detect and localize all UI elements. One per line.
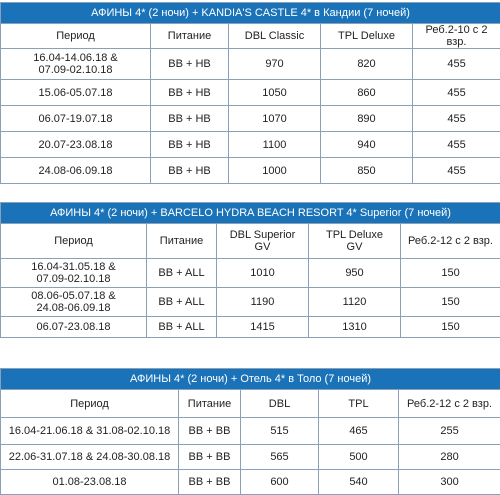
table-cell: 15.06-05.07.18 (1, 80, 151, 106)
table-cell: 890 (321, 106, 413, 132)
price-table (0, 2, 500, 184)
price-table (0, 202, 500, 338)
column-header: Реб.2-10 с 2 взр. (413, 24, 500, 49)
table-cell: 970 (229, 49, 321, 80)
table-cell: BB + ALL (147, 288, 217, 317)
table-cell: 255 (399, 418, 500, 445)
table-cell: 1000 (229, 158, 321, 184)
table-cell: 1100 (229, 132, 321, 158)
column-header: DBL (241, 390, 319, 418)
table-cell: 950 (309, 259, 401, 288)
table-cell: 20.07-23.08.18 (1, 132, 151, 158)
price-table-barcelo-hydra (0, 202, 500, 338)
table-title-row (1, 203, 500, 224)
table-cell: 455 (413, 132, 500, 158)
table-row (1, 317, 500, 338)
column-header: Питание (179, 390, 241, 418)
table-title: АФИНЫ 4* (2 ночи) + Отель 4* в Толо (7 ночей) (1, 369, 500, 390)
table-cell: 565 (241, 445, 319, 470)
table-cell: BB + HB (151, 132, 229, 158)
table-cell: 08.06-05.07.18 & 24.08-06.09.18 (1, 288, 147, 317)
price-table (0, 368, 500, 495)
column-header: Питание (147, 224, 217, 259)
table-cell: 860 (321, 80, 413, 106)
table-cell: 455 (413, 49, 500, 80)
table-row (1, 49, 500, 80)
table-cell: 1310 (309, 317, 401, 338)
column-header: Период (1, 390, 179, 418)
table-cell: 1120 (309, 288, 401, 317)
table-cell: 300 (399, 470, 500, 495)
table-cell: 01.08-23.08.18 (1, 470, 179, 495)
column-header-row (1, 224, 500, 259)
table-cell: BB + HB (151, 80, 229, 106)
column-header: DBL Superior GV (217, 224, 309, 259)
column-header: Реб.2-12 с 2 взр. (399, 390, 500, 418)
table-row (1, 418, 500, 445)
column-header: TPL Deluxe GV (309, 224, 401, 259)
table-cell: 820 (321, 49, 413, 80)
column-header: Питание (151, 24, 229, 49)
column-header: TPL (319, 390, 399, 418)
table-cell: BB + ALL (147, 259, 217, 288)
table-cell: BB + HB (151, 49, 229, 80)
table-cell: 940 (321, 132, 413, 158)
column-header: DBL Classic (229, 24, 321, 49)
table-cell: BB + BB (179, 418, 241, 445)
table-cell: 280 (399, 445, 500, 470)
price-table-kandias-castle (0, 2, 500, 184)
table-row (1, 132, 500, 158)
table-row (1, 470, 500, 495)
table-row (1, 445, 500, 470)
table-row (1, 106, 500, 132)
table-cell: 22.06-31.07.18 & 24.08-30.08.18 (1, 445, 179, 470)
table-cell: 540 (319, 470, 399, 495)
column-header: Период (1, 224, 147, 259)
table-cell: 1010 (217, 259, 309, 288)
table-cell: 455 (413, 80, 500, 106)
table-cell: 455 (413, 106, 500, 132)
table-row (1, 158, 500, 184)
price-table-tolo (0, 368, 500, 495)
table-title: АФИНЫ 4* (2 ночи) + KANDIA'S CASTLE 4* в Кандии (7 ночей) (1, 3, 500, 24)
table-cell: 150 (401, 288, 500, 317)
table-cell: 1050 (229, 80, 321, 106)
table-cell: 16.04-14.06.18 & 07.09-02.10.18 (1, 49, 151, 80)
table-row (1, 288, 500, 317)
column-header-row (1, 24, 500, 49)
table-row (1, 259, 500, 288)
table-cell: 24.08-06.09.18 (1, 158, 151, 184)
table-cell: BB + ALL (147, 317, 217, 338)
table-cell: 1190 (217, 288, 309, 317)
table-title-row (1, 369, 500, 390)
table-cell: 465 (319, 418, 399, 445)
table-cell: 1070 (229, 106, 321, 132)
table-cell: BB + HB (151, 158, 229, 184)
table-cell: BB + BB (179, 445, 241, 470)
table-cell: 16.04-31.05.18 & 07.09-02.10.18 (1, 259, 147, 288)
table-cell: 500 (319, 445, 399, 470)
table-cell: 16.04-21.06.18 & 31.08-02.10.18 (1, 418, 179, 445)
table-cell: BB + BB (179, 470, 241, 495)
table-cell: 515 (241, 418, 319, 445)
table-title: АФИНЫ 4* (2 ночи) + BARCELO HYDRA BEACH RESORT 4* Superior (7 ночей) (1, 203, 500, 224)
table-cell: 150 (401, 259, 500, 288)
table-cell: 06.07-19.07.18 (1, 106, 151, 132)
table-title-row (1, 3, 500, 24)
column-header: Реб.2-12 с 2 взр. (401, 224, 500, 259)
column-header: Период (1, 24, 151, 49)
table-cell: 455 (413, 158, 500, 184)
table-row (1, 80, 500, 106)
table-cell: 850 (321, 158, 413, 184)
column-header-row (1, 390, 500, 418)
table-cell: 150 (401, 317, 500, 338)
table-cell: 06.07-23.08.18 (1, 317, 147, 338)
column-header: TPL Deluxe (321, 24, 413, 49)
table-cell: 600 (241, 470, 319, 495)
table-cell: BB + HB (151, 106, 229, 132)
table-cell: 1415 (217, 317, 309, 338)
